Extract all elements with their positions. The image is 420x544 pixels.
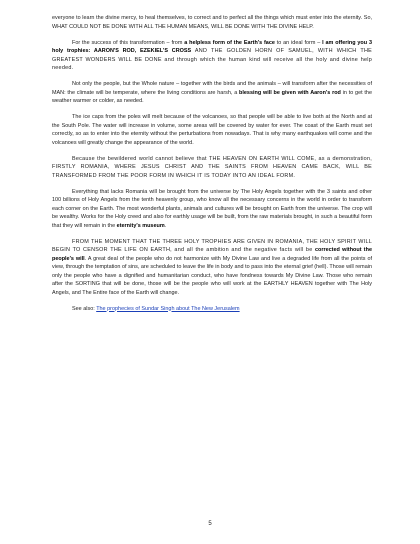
paragraph-4-text: The ice caps from the poles will melt because of the volcanoes, so that people will be able to live both at the North and at the South Pole. The water will increase in volume, some areas will be covered by water for ever. The coast of the Earth must set correctly, so as to enter into the eternity without the perturbations from nowadays. That is why many earthquakes will come and the volcanoes will greatly change the appearance of the world. — [52, 114, 372, 146]
page-number: 5 — [208, 521, 212, 527]
paragraph-3-text: Not only the people, but the Whole nature – together with the birds and the animals – will transform after the necessities of MAN: the climate will be temperate, where the living conditions are harsh, a — [52, 81, 372, 96]
paragraph-6 — [52, 188, 372, 231]
paragraph-2-text: to an ideal form – — [274, 39, 323, 46]
see-also — [52, 305, 372, 314]
paragraph-3-text: in to get the weather warmer or colder, as needed. — [52, 89, 373, 104]
paragraph-6-text: . — [164, 222, 167, 229]
prophecies-link[interactable]: The prophecies of Sundar Singh about The New Jerusalem — [96, 305, 240, 312]
see-also-label: See also: — [72, 305, 97, 312]
paragraph-2 — [52, 39, 372, 73]
paragraph-2-bold: I am offering you 3 holy trophies: AARON'S ROD, EZEKIEL'S CROSS — [52, 39, 372, 54]
paragraph-6-text: Everything that lacks Romania will be brought from the universe by The Holy Angels together with the 3 saints and other 100 billions of Holy Angels from the tenth heavenly group, who know all the necessary concerns in the world in order to transform each corner on the Earth. The most wonderful plants, animals and cultures will be brought on Earth from the universe. The crop will be wealthy. Works for the Holy creed and also for earthly usage will be built, from the raw materials brought, in such a beautiful form that they will remain in the — [52, 188, 372, 229]
paragraph-5-text: Because the bewildered world cannot believe that THE HEAVEN ON EARTH WILL COME, as a demonstration, FIRSTLY ROMANIA, WHERE JESUS CHRIST AND THE SAINTS FROM HEAVEN CAME BACK, WILL BE TRANSFORMED FROM THE POOR FORM IN WHICH IT IS TODAY INTO AN IDEAL FORM. — [52, 155, 372, 179]
paragraph-2-bold: a helpless form of the Earth's face — [184, 39, 275, 46]
paragraph-1-text: everyone to learn the divine mercy, to heal themselves, to correct and to perfect all the things which must enter into the eternity. So, WHAT COULD NOT BE DONE WITH ALL THE HUMAN MEANS, WILL BE DONE WITH THE DIVINE HELP. — [52, 15, 372, 30]
paragraph-5 — [52, 155, 372, 181]
paragraph-2-text: AND THE GOLDEN HORN OF SAMUEL, WITH WHICH THE GREATEST WONDERS WILL BE DONE and through which the human kind will receive all the holy and divine help needed. — [52, 48, 373, 71]
paragraph-2-text: For the success of this transformation – from — [72, 39, 185, 46]
paragraph-4 — [52, 113, 372, 147]
document-page — [52, 14, 372, 321]
paragraph-7-text: FROM THE MOMENT THAT THE THREE HOLY TROPHIES ARE GIVEN IN ROMANIA, THE HOLY SPIRIT WILL BEGIN TO CENSOR THE LIFE ON EARTH, and all the ambition and the negative facts will be — [52, 238, 372, 253]
paragraph-3 — [52, 80, 372, 106]
paragraph-6-bold: eternity's museum — [116, 222, 165, 229]
paragraph-1 — [52, 14, 372, 31]
paragraph-7-text: . A great deal of the people who do not harmonize with My Divine Law and live a degraded life from all the points of view, through the temptation of sins, are scheduled to leave the life in body and to pass into the eternal grief (hell). Those will remain only the people who have a dignified and humanitarian conduct, who have fondness towards My Divine Law. Those who remain after the SORTING that will be done, those will be the people who will work at the EARTHLY HEAVEN together with The Holy Angels, and The Entire face of the Earth will change. — [52, 255, 372, 296]
paragraph-7-bold: corrected without the people's will — [52, 247, 372, 262]
paragraph-7 — [52, 238, 372, 298]
paragraph-3-bold: blessing will be given with Aaron's rod — [239, 89, 341, 96]
